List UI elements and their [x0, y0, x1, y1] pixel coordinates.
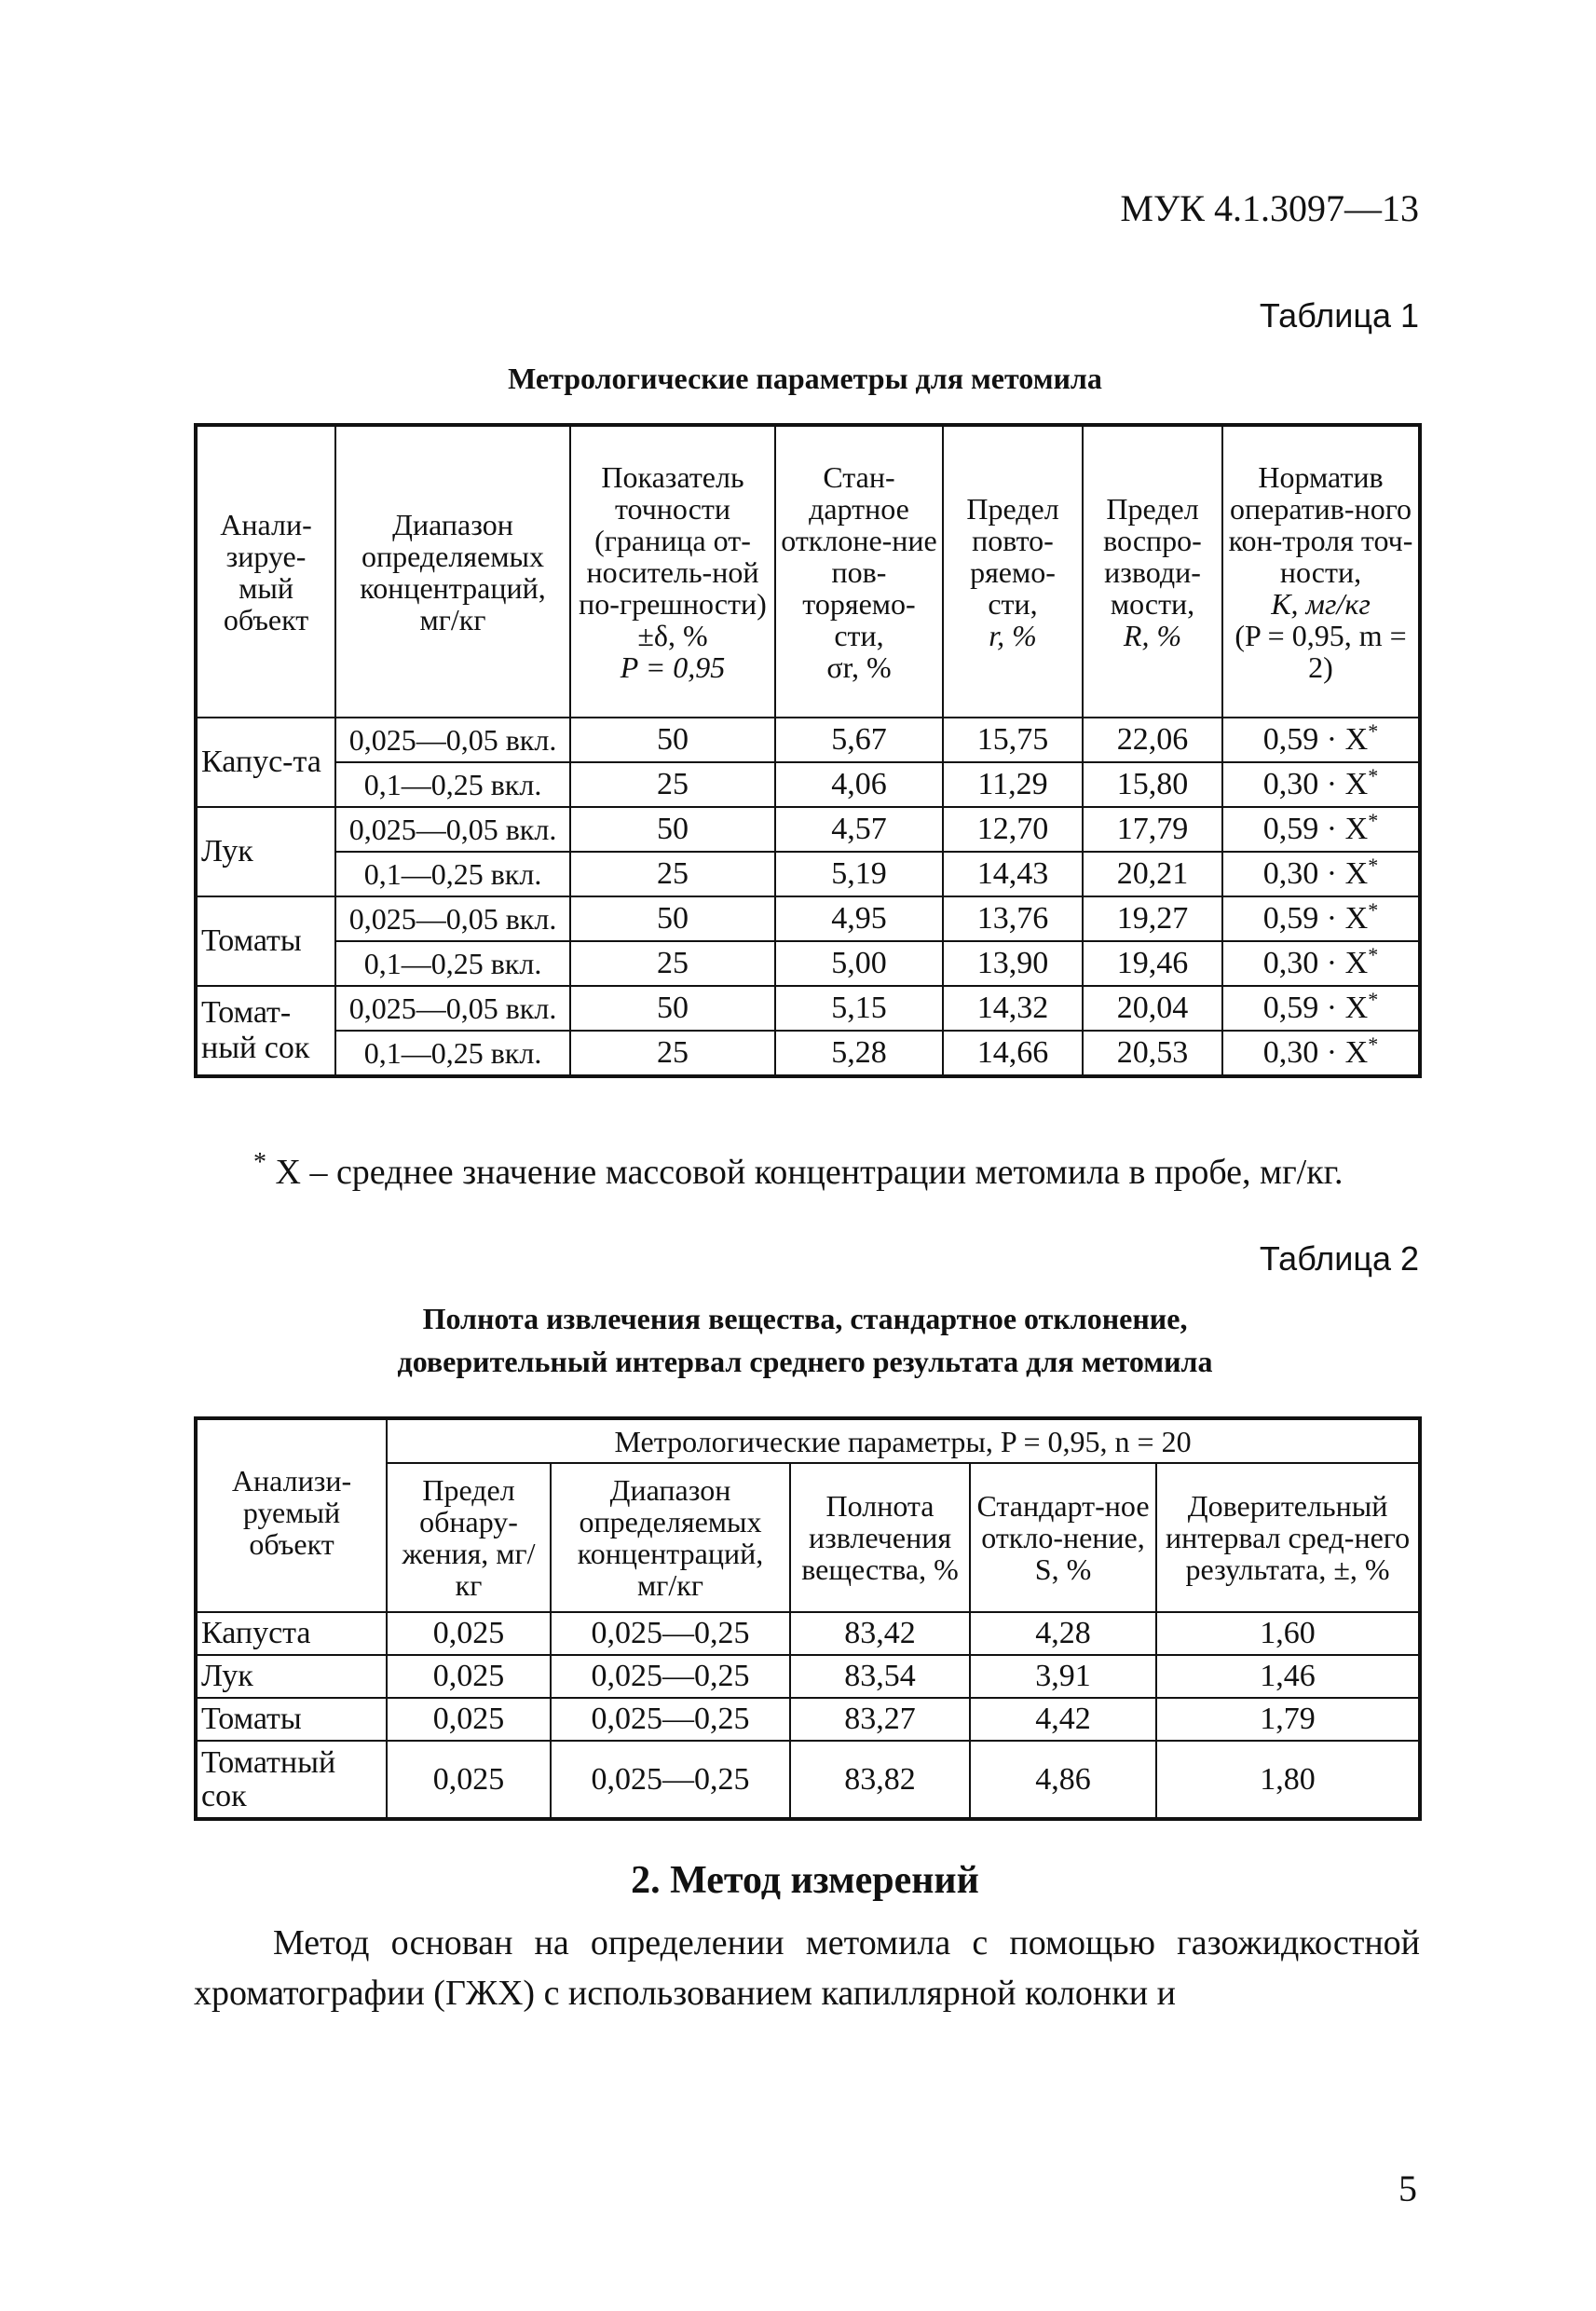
t1-range-cell: 0,1—0,25 вкл.	[335, 1031, 570, 1076]
t1-R-cell: 20,04	[1083, 986, 1222, 1031]
t1-K-cell: 0,59 · X*	[1222, 986, 1420, 1031]
t2-object-cell: Томатный сок	[196, 1741, 387, 1819]
t1-K-cell: 0,30 · X*	[1222, 1031, 1420, 1076]
t1-K-cell: 0,30 · X*	[1222, 941, 1420, 986]
t1-range-cell: 0,025—0,05 вкл.	[335, 807, 570, 852]
t1-r-cell: 14,43	[943, 852, 1083, 896]
table1-header-row	[196, 425, 1420, 718]
t1-K-cell: 0,59 · X*	[1222, 718, 1420, 762]
t2-ci-cell: 1,46	[1156, 1655, 1420, 1698]
t2-recovery-cell: 83,82	[790, 1741, 970, 1819]
t1-sigma-cell: 4,57	[775, 807, 943, 852]
t2-header-recovery: Полнота извлечения вещества, %	[790, 1463, 970, 1612]
t2-range-cell: 0,025—0,25	[551, 1698, 790, 1741]
t1-R-cell: 20,21	[1083, 852, 1222, 896]
t1-delta-cell: 25	[570, 762, 775, 807]
t1-object-cell: Томат-ный сок	[196, 986, 335, 1076]
t2-ci-cell: 1,79	[1156, 1698, 1420, 1741]
t1-r-cell: 13,76	[943, 896, 1083, 941]
t2-recovery-cell: 83,42	[790, 1612, 970, 1655]
t1-R-cell: 20,53	[1083, 1031, 1222, 1076]
t2-header-ci: Доверительный интервал сред-него результата, ±, %	[1156, 1463, 1420, 1612]
t1-delta-cell: 25	[570, 852, 775, 896]
t1-range-cell: 0,1—0,25 вкл.	[335, 852, 570, 896]
t1-range-cell: 0,025—0,05 вкл.	[335, 718, 570, 762]
t1-header-range: Диапазон определяемых концентраций, мг/кг	[335, 425, 570, 718]
table-row	[196, 1655, 1420, 1698]
t2-lod-cell: 0,025	[387, 1612, 551, 1655]
table1-footnote: * X – среднее значение массовой концентрации метомила в пробе, мг/кг.	[253, 1148, 1344, 1192]
t1-r-cell: 14,32	[943, 986, 1083, 1031]
t2-range-cell: 0,025—0,25	[551, 1655, 790, 1698]
t1-object-cell: Лук	[196, 807, 335, 896]
t1-r-cell: 14,66	[943, 1031, 1083, 1076]
t1-r-cell: 12,70	[943, 807, 1083, 852]
table-row	[196, 986, 1420, 1031]
t1-delta-cell: 50	[570, 896, 775, 941]
table-row	[196, 852, 1420, 896]
t1-delta-cell: 25	[570, 941, 775, 986]
section-body-text: Метод основан на определении метомила с помощью газожидкостной хроматографии (ГЖХ) с использованием капиллярной колонки и	[194, 1923, 1420, 2013]
t1-R-cell: 22,06	[1083, 718, 1222, 762]
t1-r-cell: 13,90	[943, 941, 1083, 986]
table-row	[196, 807, 1420, 852]
t2-range-cell: 0,025—0,25	[551, 1741, 790, 1819]
t1-sigma-cell: 5,19	[775, 852, 943, 896]
t1-range-cell: 0,025—0,05 вкл.	[335, 896, 570, 941]
t1-range-cell: 0,1—0,25 вкл.	[335, 762, 570, 807]
t2-ci-cell: 1,60	[1156, 1612, 1420, 1655]
t1-sigma-cell: 5,28	[775, 1031, 943, 1076]
t1-R-cell: 17,79	[1083, 807, 1222, 852]
table-row	[196, 1612, 1420, 1655]
t1-K-cell: 0,30 · X*	[1222, 852, 1420, 896]
t1-R-cell: 19,27	[1083, 896, 1222, 941]
t1-r-cell: 11,29	[943, 762, 1083, 807]
t2-lod-cell: 0,025	[387, 1698, 551, 1741]
t1-K-cell: 0,59 · X*	[1222, 807, 1420, 852]
t1-header-reproducibility: Предел воспро-изводи-мости, R, %	[1083, 425, 1222, 718]
t2-std-cell: 4,28	[970, 1612, 1156, 1655]
table-row	[196, 941, 1420, 986]
t2-std-cell: 4,86	[970, 1741, 1156, 1819]
t1-object-cell: Томаты	[196, 896, 335, 986]
t2-object-cell: Капуста	[196, 1612, 387, 1655]
t1-R-cell: 19,46	[1083, 941, 1222, 986]
t1-header-std-dev: Стан-дартное отклоне-ние пов-торяемо-сти, σr, %	[775, 425, 943, 718]
t1-R-cell: 15,80	[1083, 762, 1222, 807]
t1-K-cell: 0,30 · X*	[1222, 762, 1420, 807]
t2-header-std: Стандарт-ное откло-нение, S, %	[970, 1463, 1156, 1612]
table1	[194, 423, 1422, 1078]
table-row	[196, 1031, 1420, 1076]
table2	[194, 1416, 1422, 1821]
t1-K-cell: 0,59 · X*	[1222, 896, 1420, 941]
t1-r-cell: 15,75	[943, 718, 1083, 762]
t2-lod-cell: 0,025	[387, 1741, 551, 1819]
t2-object-cell: Лук	[196, 1655, 387, 1698]
table1-title: Метрологические параметры для метомила	[508, 362, 1102, 395]
t1-delta-cell: 50	[570, 718, 775, 762]
t2-header-range: Диапазон определяемых концентраций, мг/кг	[551, 1463, 790, 1612]
t2-std-cell: 4,42	[970, 1698, 1156, 1741]
t2-header-object: Анализи-руемый объект	[196, 1418, 387, 1612]
t2-recovery-cell: 83,27	[790, 1698, 970, 1741]
t1-sigma-cell: 5,00	[775, 941, 943, 986]
table1-label: Таблица 1	[1259, 296, 1419, 335]
t1-delta-cell: 50	[570, 807, 775, 852]
t1-header-norm: Норматив оператив-ного кон-троля точ-ности, K, мг/кг (P = 0,95, m = 2)	[1222, 425, 1420, 718]
t2-std-cell: 3,91	[970, 1655, 1156, 1698]
section-heading: 2. Метод измерений	[631, 1859, 979, 1902]
table2-label: Таблица 2	[1259, 1239, 1419, 1278]
t1-object-cell: Капус-та	[196, 718, 335, 807]
table-row	[196, 896, 1420, 941]
t1-sigma-cell: 5,67	[775, 718, 943, 762]
t2-lod-cell: 0,025	[387, 1655, 551, 1698]
table2-header-group-row	[196, 1418, 1420, 1463]
table-row	[196, 762, 1420, 807]
t1-delta-cell: 50	[570, 986, 775, 1031]
table-row	[196, 1741, 1420, 1819]
table-row	[196, 1698, 1420, 1741]
t2-object-cell: Томаты	[196, 1698, 387, 1741]
t2-range-cell: 0,025—0,25	[551, 1612, 790, 1655]
t2-header-lod: Предел обнару-жения, мг/кг	[387, 1463, 551, 1612]
t1-sigma-cell: 5,15	[775, 986, 943, 1031]
t2-header-group: Метрологические параметры, P = 0,95, n = 20	[387, 1418, 1420, 1463]
page-number: 5	[1398, 2167, 1417, 2209]
t1-header-object: Анали-зируе-мый объект	[196, 425, 335, 718]
t1-sigma-cell: 4,06	[775, 762, 943, 807]
t1-header-repeatability: Предел повто-ряемо-сти, r, %	[943, 425, 1083, 718]
t2-recovery-cell: 83,54	[790, 1655, 970, 1698]
table2-title: Полнота извлечения вещества, стандартное отклонение, доверительный интервал среднего результата для метомила	[397, 1302, 1213, 1378]
t2-ci-cell: 1,80	[1156, 1741, 1420, 1819]
document-code: МУК 4.1.3097—13	[1120, 187, 1419, 229]
t1-range-cell: 0,025—0,05 вкл.	[335, 986, 570, 1031]
table-row	[196, 718, 1420, 762]
t1-delta-cell: 25	[570, 1031, 775, 1076]
t1-range-cell: 0,1—0,25 вкл.	[335, 941, 570, 986]
t1-header-accuracy: Показатель точности (граница от-носитель-ной по-грешности) ±δ, % P = 0,95	[570, 425, 775, 718]
t1-sigma-cell: 4,95	[775, 896, 943, 941]
